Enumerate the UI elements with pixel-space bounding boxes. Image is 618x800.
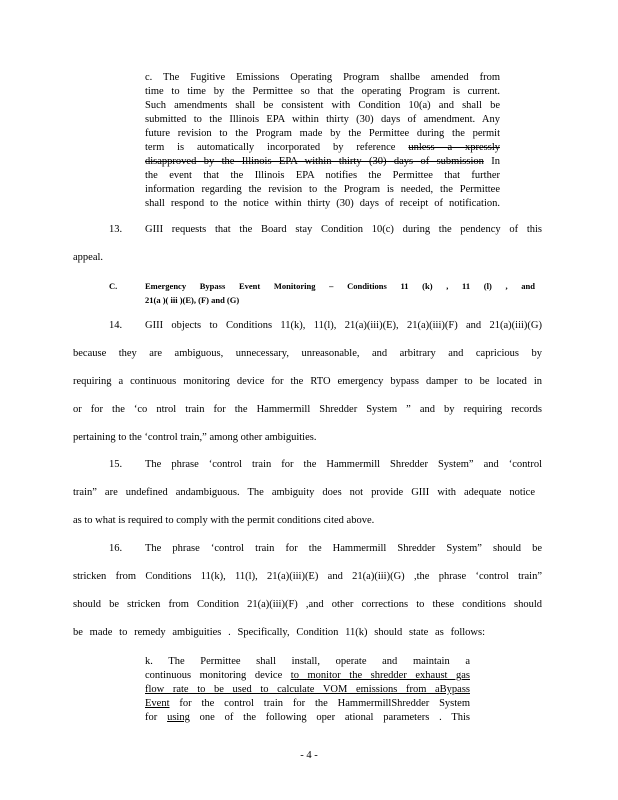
text-line: the event that the Illinois EPA notifies the Permittee that further <box>145 170 500 181</box>
text-line: or for the ‘co ntrol train for the Hammermill Shredder System ” and by requiring records <box>73 404 542 415</box>
text-line: requiring a continuous monitoring device for the RTO emergency bypass damper to be located in <box>73 376 542 387</box>
text-line <box>145 712 470 724</box>
text-line: GIII objects to Conditions 11(k), 11(l), 21(a)(iii)(E), 21(a)(iii)(F) and 21(a)(iii)(G) <box>145 320 542 331</box>
underlined-text: to monitor the shredder exhaust gas <box>290 670 470 681</box>
text-line <box>145 670 470 682</box>
text-line: Such amendments shall be consistent with Condition 10(a) and shall be <box>145 100 500 111</box>
text-line: The phrase ‘control train for the Hammermill Shredder System” and ‘control <box>145 459 542 470</box>
page-number: - 4 - <box>300 750 318 761</box>
text-line: c. The Fugitive Emissions Operating Program shallbe amended from <box>145 72 500 83</box>
text-line: submitted to the Illinois EPA within thirty (30) days of amendment. Any <box>145 114 500 125</box>
text-line: shall respond to the notice within thirty (30) days of receipt of notification. <box>145 198 500 209</box>
text-line <box>145 684 470 696</box>
text-line: pertaining to the ‘control train,” among other ambiguities. <box>73 432 317 443</box>
heading-text: Emergency Bypass Event Monitoring – Conditions 11 (k) , 11 (l) , and <box>145 281 535 291</box>
text-line: as to what is required to comply with the permit conditions cited above. <box>73 515 375 526</box>
text-line <box>145 698 470 710</box>
text-line: appeal. <box>73 252 104 263</box>
text-line: because they are ambiguous, unnecessary, unreasonable, and arbitrary and capricious by <box>73 348 542 359</box>
underlined-text: using <box>167 712 190 723</box>
text-span: for the control train for the HammermillShredder System <box>179 698 471 709</box>
underlined-text: flow rate to be used to calculate VOM emissions from aBypass <box>145 684 470 695</box>
text-line: be made to remedy ambiguities . Specifically, Condition 11(k) should state as follows: <box>73 627 485 638</box>
text-line <box>145 142 500 154</box>
text-line: The phrase ‘control train for the Hammermill Shredder System” should be <box>145 543 542 554</box>
text-span: continuous monitoring device <box>145 670 283 681</box>
text-span: term is automatically incorporated by reference <box>145 142 396 153</box>
text-line: train” are undefined andambiguous. The ambiguity does not provide GIII with adequate notice <box>73 487 535 498</box>
text-span: for <box>145 712 158 723</box>
text-span: one of the following oper ational parameters . This <box>199 712 471 723</box>
text-line: should be stricken from Condition 21(a)(iii)(F) ,and other corrections to these conditions should <box>73 599 542 610</box>
text-line: k. The Permittee shall install, operate and maintain a <box>145 656 470 667</box>
text-line: information regarding the revision to the Program is needed, the Permittee <box>145 184 500 195</box>
text-line: GIII requests that the Board stay Condition 10(c) during the pendency of this <box>145 224 542 235</box>
struck-text: disapproved by the Illinois EPA within thirty (30) days of submission <box>145 156 484 167</box>
paragraph-number: 14. <box>109 320 123 331</box>
paragraph-number: 13. <box>109 224 123 235</box>
underlined-text: Event <box>145 698 170 709</box>
text-line <box>145 156 500 168</box>
struck-text: unless a xpressly <box>408 142 500 153</box>
text-line: stricken from Conditions 11(k), 11(l), 21(a)(iii)(E) and 21(a)(iii)(G) ,the phrase ‘control train” <box>73 571 542 582</box>
paragraph-number: 15. <box>109 459 123 470</box>
text-span: In <box>483 156 500 167</box>
text-line: time to time by the Permittee so that the operating Program is current. <box>145 86 500 97</box>
heading-text: 21(a )( iii )(E), (F) and (G) <box>145 295 240 305</box>
text-line: future revision to the Program made by the Permittee during the permit <box>145 128 500 139</box>
heading-letter: C. <box>109 281 118 291</box>
paragraph-number: 16. <box>109 543 123 554</box>
